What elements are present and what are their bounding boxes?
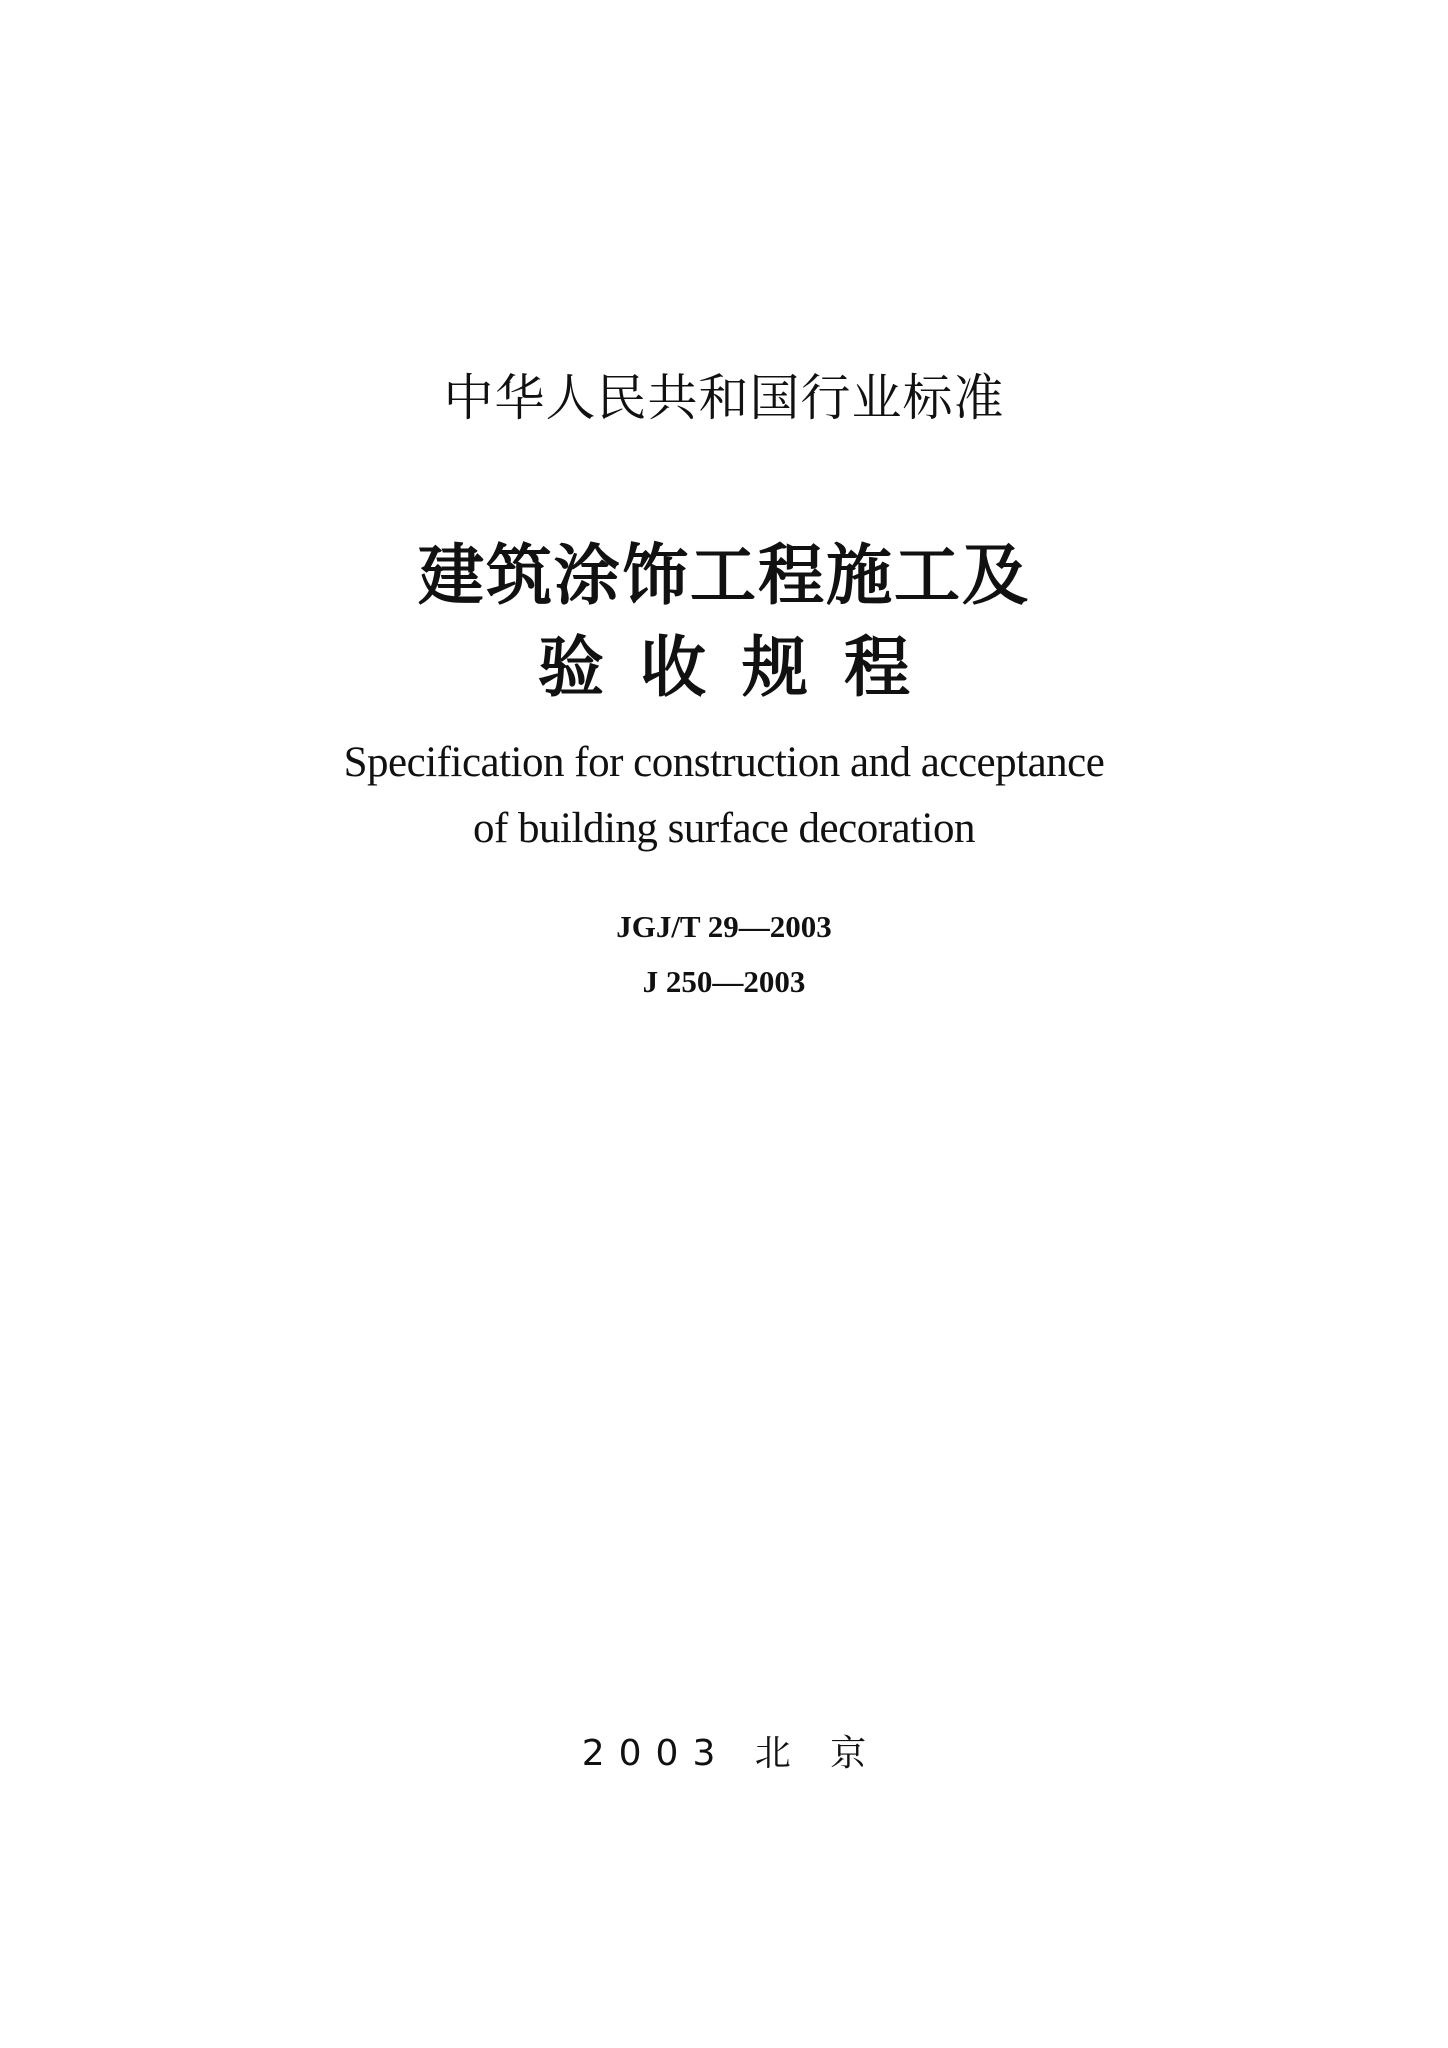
chinese-title-line-1: 建筑涂饰工程施工及 <box>418 537 1030 614</box>
chinese-title-line-2: 验收规程 <box>538 629 946 706</box>
english-title-line-2: of building surface decoration <box>472 805 975 852</box>
english-title-line-1: Specification for construction and acceptance <box>343 739 1105 786</box>
standard-code: JGJ/T 29—2003 <box>616 909 832 944</box>
record-code: J 250—2003 <box>642 964 806 999</box>
publication-place-year: 2003 北 京 <box>581 1733 881 1774</box>
issuer-heading: 中华人民共和国行业标准 <box>443 369 1005 427</box>
